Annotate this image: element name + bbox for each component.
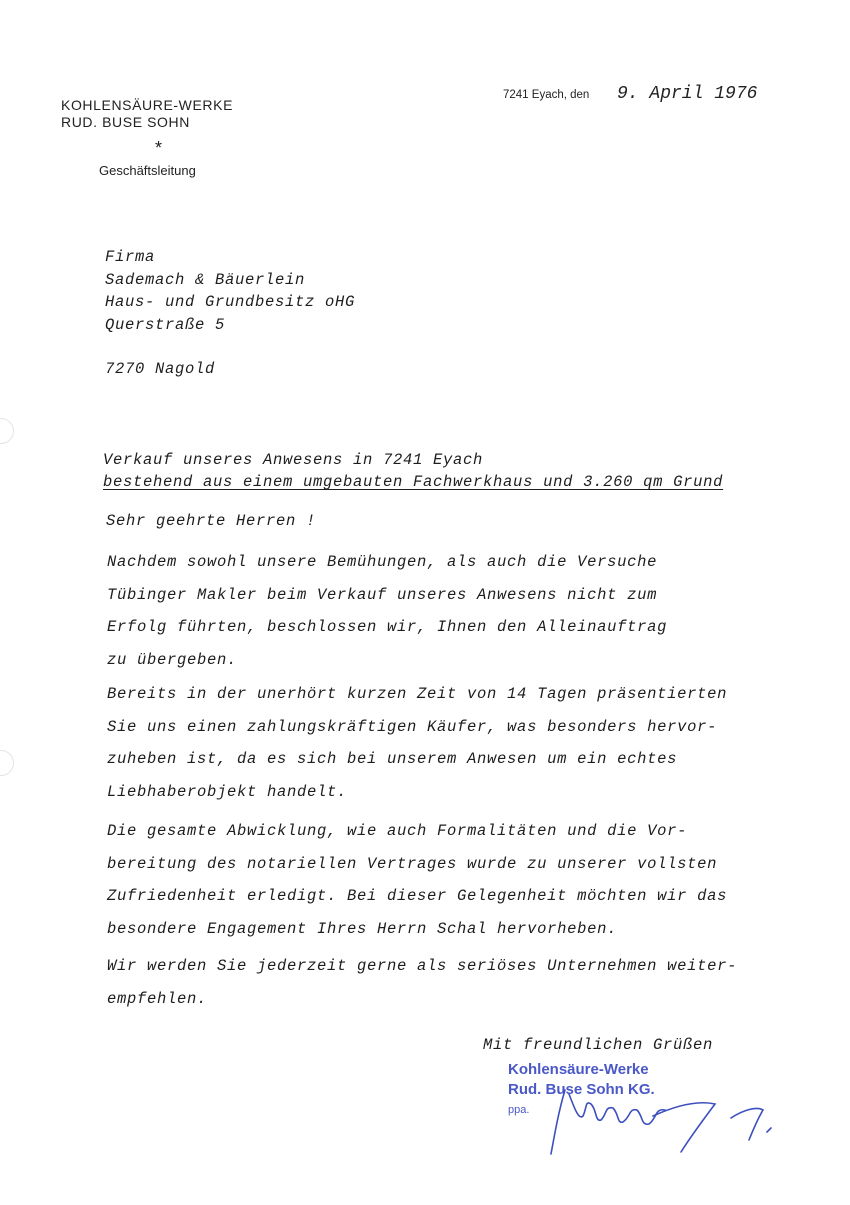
- subject-block: [103, 449, 723, 493]
- address-line: Sademach & Bäuerlein: [105, 270, 306, 289]
- body-line: Nachdem sowohl unsere Bemühungen, als auch die Versuche: [107, 553, 658, 571]
- body-paragraph: [107, 678, 727, 808]
- address-line: Querstraße 5: [105, 315, 226, 334]
- body-line: empfehlen.: [107, 989, 208, 1008]
- stamp-line: Rud. Buse Sohn KG.: [508, 1081, 655, 1098]
- address-city: 7270 Nagold: [105, 360, 216, 378]
- body-line: Liebhaberobjekt handelt.: [107, 782, 348, 801]
- body-line: Tübinger Makler beim Verkauf unseres Anwesens nicht zum: [107, 585, 658, 604]
- closing-phrase: Mit freundlichen Grüßen: [483, 1036, 714, 1054]
- stamp-line: Kohlensäure-Werke: [508, 1061, 649, 1078]
- body-line: Wir werden Sie jederzeit gerne als seriöses Unternehmen weiter-: [107, 957, 738, 975]
- letterhead-asterisk: *: [155, 138, 163, 158]
- body-line: Bereits in der unerhört kurzen Zeit von 14 Tagen präsentierten: [107, 685, 728, 703]
- company-owner: RUD. BUSE SOHN: [61, 114, 190, 130]
- body-paragraph: [107, 546, 667, 676]
- salutation: Sehr geehrte Herren !: [106, 512, 317, 530]
- department-label: Geschäftsleitung: [99, 163, 196, 178]
- handwritten-signature: [535, 1070, 795, 1170]
- body-paragraph: [107, 950, 737, 1015]
- body-line: zu übergeben.: [107, 650, 238, 669]
- body-line: zuheben ist, da es sich bei unserem Anwesen um ein echtes: [107, 750, 678, 768]
- recipient-address: [105, 246, 355, 381]
- subject-line-underlined: bestehend aus einem umgebauten Fachwerkhaus und 3.260 qm Grund: [103, 473, 724, 491]
- signature-stroke: [551, 1090, 665, 1154]
- address-line: Firma: [105, 248, 156, 266]
- stamp-ppa: ppa.: [508, 1104, 530, 1116]
- signature-stroke: [731, 1108, 771, 1140]
- address-line: Haus- und Grundbesitz oHG: [105, 293, 356, 311]
- body-line: Die gesamte Abwicklung, wie auch Formalitäten und die Vor-: [107, 822, 688, 840]
- place-label: 7241 Eyach, den: [503, 89, 590, 101]
- body-line: Zufriedenheit erledigt. Bei dieser Gelegenheit möchten wir das: [107, 887, 728, 905]
- punch-hole-mark: [0, 418, 14, 444]
- punch-hole-mark: [0, 750, 14, 776]
- body-paragraph: [107, 815, 727, 945]
- body-line: bereitung des notariellen Vertrages wurde zu unserer vollsten: [107, 854, 718, 873]
- letter-date: 9. April 1976: [617, 84, 758, 104]
- company-name: KOHLENSÄURE-WERKE: [61, 97, 234, 113]
- body-line: besondere Engagement Ihres Herrn Schal hervorheben.: [107, 919, 618, 938]
- body-line: Erfolg führten, beschlossen wir, Ihnen den Alleinauftrag: [107, 618, 668, 636]
- subject-line: Verkauf unseres Anwesens in 7241 Eyach: [103, 451, 484, 469]
- body-line: Sie uns einen zahlungskräftigen Käufer, was besonders hervor-: [107, 717, 718, 736]
- company-letterhead: [61, 97, 233, 131]
